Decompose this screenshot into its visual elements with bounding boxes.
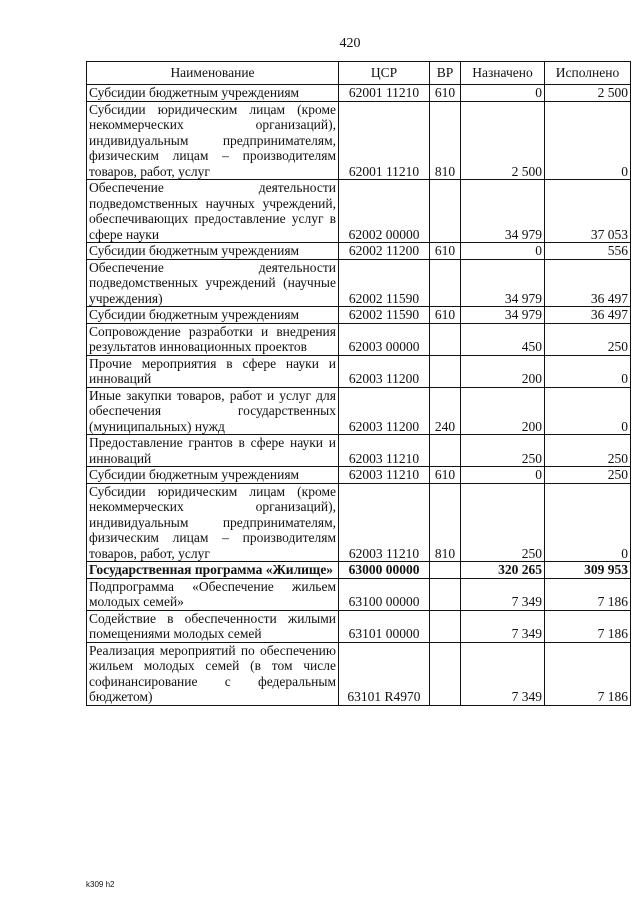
row-executed: 0 (545, 483, 631, 562)
row-assigned: 320 265 (461, 562, 545, 579)
header-executed: Исполнено (545, 62, 631, 85)
row-assigned: 34 979 (461, 307, 545, 324)
row-assigned: 34 979 (461, 259, 545, 307)
row-executed: 0 (545, 387, 631, 435)
row-assigned: 200 (461, 387, 545, 435)
table-row (87, 467, 631, 484)
row-name: Государственная программа «Жилище» (87, 562, 339, 579)
row-name: Субсидии бюджетным учреждениям (87, 85, 339, 102)
row-name: Субсидии бюджетным учреждениям (87, 467, 339, 484)
row-vr: 610 (430, 243, 461, 260)
row-vr (430, 435, 461, 467)
row-assigned: 0 (461, 467, 545, 484)
table-row (87, 435, 631, 467)
row-csr: 63100 00000 (339, 578, 430, 610)
table-row (87, 355, 631, 387)
row-vr (430, 323, 461, 355)
row-vr: 610 (430, 467, 461, 484)
table-header-row (87, 62, 631, 85)
row-name: Обеспечение деятельности подведомственных учреждений (научные учреждения) (87, 259, 339, 307)
table-row (87, 101, 631, 180)
row-name: Субсидии юридическим лицам (кроме некоммерческих организаций), индивидуальным предпринимателям, физическим лицам – производителям товаров, работ, услуг (87, 483, 339, 562)
row-csr: 63101 R4970 (339, 642, 430, 705)
row-assigned: 0 (461, 243, 545, 260)
row-executed: 7 186 (545, 610, 631, 642)
table-row (87, 387, 631, 435)
row-name: Обеспечение деятельности подведомственных научных учреждений, обеспечивающих предоставление услуг в сфере науки (87, 180, 339, 243)
row-assigned: 7 349 (461, 578, 545, 610)
row-assigned: 7 349 (461, 642, 545, 705)
row-executed: 250 (545, 467, 631, 484)
row-vr (430, 610, 461, 642)
table-row (87, 259, 631, 307)
row-vr (430, 642, 461, 705)
row-assigned: 7 349 (461, 610, 545, 642)
row-assigned: 34 979 (461, 180, 545, 243)
row-name: Содействие в обеспеченности жилыми помещениями молодых семей (87, 610, 339, 642)
row-vr (430, 180, 461, 243)
row-vr (430, 578, 461, 610)
row-assigned: 200 (461, 355, 545, 387)
row-csr: 62002 11590 (339, 259, 430, 307)
header-vr: ВР (430, 62, 461, 85)
table-row (87, 483, 631, 562)
row-csr: 62003 11210 (339, 483, 430, 562)
header-name: Наименование (87, 62, 339, 85)
row-assigned: 450 (461, 323, 545, 355)
row-executed: 250 (545, 323, 631, 355)
table-row (87, 610, 631, 642)
row-vr: 610 (430, 307, 461, 324)
row-name: Прочие мероприятия в сфере науки и инноваций (87, 355, 339, 387)
row-csr: 62002 11200 (339, 243, 430, 260)
footer-code: k309 h2 (86, 880, 115, 889)
row-assigned: 250 (461, 435, 545, 467)
row-csr: 62002 00000 (339, 180, 430, 243)
row-csr: 63000 00000 (339, 562, 430, 579)
table-row (87, 243, 631, 260)
row-executed: 250 (545, 435, 631, 467)
row-executed: 36 497 (545, 259, 631, 307)
row-name: Субсидии бюджетным учреждениям (87, 243, 339, 260)
row-executed: 37 053 (545, 180, 631, 243)
row-csr: 62003 11200 (339, 355, 430, 387)
table-row (87, 323, 631, 355)
row-csr: 62003 11200 (339, 387, 430, 435)
row-name: Предоставление грантов в сфере науки и инноваций (87, 435, 339, 467)
row-executed: 309 953 (545, 562, 631, 579)
table-row (87, 180, 631, 243)
row-vr (430, 562, 461, 579)
table-row (87, 307, 631, 324)
row-name: Реализация мероприятий по обеспечению жильем молодых семей (в том числе софинансирование с федеральным бюджетом) (87, 642, 339, 705)
row-vr: 240 (430, 387, 461, 435)
budget-table (86, 61, 631, 706)
table-row (87, 578, 631, 610)
row-csr: 62002 11590 (339, 307, 430, 324)
row-name: Субсидии юридическим лицам (кроме некоммерческих организаций), индивидуальным предпринимателям, физическим лицам – производителям товаров, работ, услуг (87, 101, 339, 180)
row-name: Субсидии бюджетным учреждениям (87, 307, 339, 324)
row-vr: 810 (430, 101, 461, 180)
row-executed: 2 500 (545, 85, 631, 102)
row-executed: 36 497 (545, 307, 631, 324)
row-csr: 62001 11210 (339, 85, 430, 102)
table-row-program (87, 562, 631, 579)
row-name: Сопровождение разработки и внедрения результатов инновационных проектов (87, 323, 339, 355)
row-executed: 7 186 (545, 578, 631, 610)
row-assigned: 0 (461, 85, 545, 102)
row-vr: 610 (430, 85, 461, 102)
row-csr: 62001 11210 (339, 101, 430, 180)
row-vr (430, 259, 461, 307)
row-executed: 7 186 (545, 642, 631, 705)
row-executed: 0 (545, 355, 631, 387)
row-csr: 62003 11210 (339, 467, 430, 484)
row-name: Подпрограмма «Обеспечение жильем молодых семей» (87, 578, 339, 610)
row-assigned: 2 500 (461, 101, 545, 180)
row-assigned: 250 (461, 483, 545, 562)
row-csr: 62003 11210 (339, 435, 430, 467)
table-row (87, 642, 631, 705)
page-number: 420 (339, 36, 361, 51)
row-name: Иные закупки товаров, работ и услуг для обеспечения государственных (муниципальных) нужд (87, 387, 339, 435)
row-vr (430, 355, 461, 387)
row-csr: 63101 00000 (339, 610, 430, 642)
row-vr: 810 (430, 483, 461, 562)
header-csr: ЦСР (339, 62, 430, 85)
row-executed: 0 (545, 101, 631, 180)
row-csr: 62003 00000 (339, 323, 430, 355)
table-row (87, 85, 631, 102)
header-assigned: Назначено (461, 62, 545, 85)
row-executed: 556 (545, 243, 631, 260)
